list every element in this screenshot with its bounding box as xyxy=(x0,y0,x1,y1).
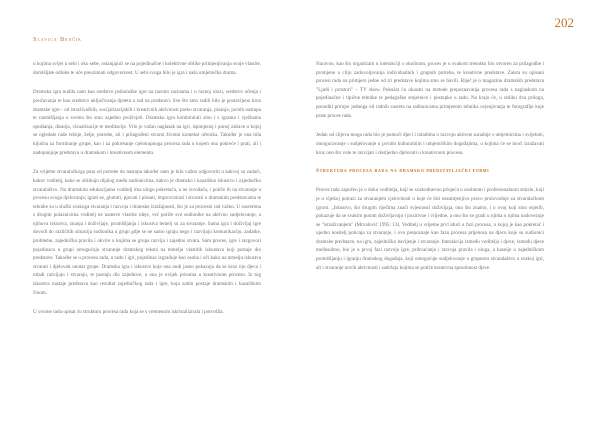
page-number: 202 xyxy=(554,15,574,30)
body-paragraph: Za vrijeme stvaralačkoga puta od potrebe do nastupa također nam je bilo važno odgovoriti u kakvoj su zadaći, kakav voditelj, kako se oblikuju dijalog među sudionicima, kakvo je dramsko i kazališno iskustvo i zajedničko stvaralaštvo. Na dramskim edukacijama voditelj ima ulogu pokretača, a ne izvođača, i potiče ih na stvaranje u procesu svoga djelovanja; igrati se, glumiti, pjevati i plesati, improvizirati i stvarati u dramskim predstavama te tehnike su u službi svakoga stvaranja i razvoja i dramske izražajnosti, što je za procesni rad važno. U susretima s drugim polaznicima voditelj ne nameće vlastite ideje, već potiče sve sudionike na aktivno sudjelovanje, a njihova iskustva, znanja i doživljaje, promišljanja i iskustva temelj su za stvaranje. Sama igra i doživljaj igre dovodi do različitih situacija sudionika u grupi gdje se ne samo igraju nego i razvijaju komunikaciju, zadatke, probleme, zajednička pravila i okvire u kojima se grupa razvija i zajedno stvara. Sam proces, igre i razgovori pojedinaca u grupi omogućuju stvaranje dramskog teksta na temelju vlastitih iskustava koji postaje dio predstave. Također se u procesu rada, u radu i igri, pojedinac izgrađuje kao osoba i uči kako na temelju iskustva stvarati i djelovati unutar grupe. Dramska igra i iskustvo koje ona nudi jasno pokazuju da se kroz nju djeca i mladi razvijaju i stvaraju, te postaju dio zajednice, a ona je uvijek prisutna u kreativnom procesu. Iz tog iskustva nastaje predstava kao rezultat zajedničkog rada i igre, koja zatim postaje dramskim i kazališnim činom. xyxy=(33,169,261,296)
left-text-column xyxy=(33,60,261,328)
section-heading: Struktura procesa rada na dramsko predstavljački formi xyxy=(316,168,490,175)
body-paragraph: Naravno, kao što organizam u interakciji s okolinom, proces je u svakom trenutku bio otvoren za prilagodbe i promjene u cilju zadovoljavanja individualnih i grupnih potreba, te kreativne predstave. Zaista su opisani procesi rada na primjeru jedne od tri predstave kojima smo se bavili. Riječ je o magazinu dramskih predstava "Ljudi i prostori" – TV show. Pokušat ću ukazati na metode prepoznavanja procesa rada s naglaskom na pojedinačne i tipične tehnike te pedagoške smjernice i postupke u radu. Na kraju će, u obliku dva priloga, ponuditi primjer jednoga od radnih susreta na radionicama primjenom tehnika ocjenjivanja te fotografije koje prate proces rada. xyxy=(316,61,544,119)
body-paragraph: Dramska igra nudila nam kao sredstvo psihološke igre na raznim razinama i u raznoj ulozi, sredstvo učenja i poučavanja te kao sredstvo uključivanja djeteta u rad na predstavi. Sve što smo radili bilo je postavljeno kroz dramske igre - od istraživačkih, socijalizacijskih i kreativnih aktivnosti preko stvaranja, pisanja, javnih nastupa te razmišljanja o svemu što smo zajedno proživjeli. Dramsku igru kombinirali smo i s igrama i vježbama opuštanja, disanja, vizualizacije te meditacije. Vrlo je važan naglasak na igri, ispunjenoj i punoj zabave u kojoj se ogledale naše težnje, želje, potrebe, ali i prilagođeni stvarni životni kontekst učenika. Također je ona bila ključna za formiranje grupe, kao i za pokretanje cjelokupnoga procesa rada u kojem ona pokreće i prati, ali i nadopunjuje predstavu u dramskom i kreativnom elementu. xyxy=(33,89,261,156)
body-paragraph: Proces rada započeo je u duhu voditelja, koji se svakodnevno prisjeća u osobnom i profesionalnom smislu, koji je u vijekoj potrazi za stvaranjem cjelovitosti u koje će biti nezamjenjivo pravo proizvodnje za stvaralačkom igrom. „Iskustvo, što drugim riječima znači svjesnosti doživljaja, ono što znamo, i u ovoj koji smo osjetili, pokazuje da se svakim putom doživljavaju i pozitivne i vrijedne, a ono što se gradi u njima u njima nadovezuje se "istraživanjem" (Mrvalović 1995: 13). Voditelj u vrijeme prvi idući u fazi procesa, u kojoj je kao pokretač i ujedno nositelj poticaja za stvaranje, i ovo prepoznaje kao fazu procesa prijenosa na djecu koje su sudionici dramske predstave, na igru, zajedničko bavljenje i stvaranje. Interakcija između voditelja i djece, između djece međusobno, bio je u prvoj fazi razvoja igre, prihvaćanja i razvoja pravila i uloga, a kasnije u zajedničkom promišljanju i igranju dramskog događaja, koji omogućuje sudjelovanje u grupnom stvaralaštvu u svakoj igri, ali i stvaranje novih aktivnosti i sadržaja kojima se potiče kreativna sposobnost djece. xyxy=(316,187,544,271)
body-paragraph: U ovome radu opisat ću strukturu procesa rada koja se s vremenom iskristalizirala i potvrdila. xyxy=(33,309,224,316)
body-paragraph: Jedan od ciljeva moga rada bio je pomoći djeci i mladima u razvoju aktivne suradnje s umjetnicima i svijetom, omogućavanje i sudjelovanje u javnim kulturalnim i umjetničkim događajima, u kojima će se moći izražavati kroz ono što vole te razvijati i dosljedno djelovati u kreativnom procesu. xyxy=(316,132,544,156)
running-head-author: Slavica Benčik xyxy=(33,36,82,43)
right-text-column xyxy=(316,60,544,283)
body-paragraph: u kojima svijet u sebi i oko sebe, oslanjajući se na pojedinačne i kolektivne oblike primjenjivanja svoje vlastite, domišljate odluke te uče preuzimati odgovornost. U sebi svoga bilo je igra i naša umjetnička drama. xyxy=(33,61,261,76)
